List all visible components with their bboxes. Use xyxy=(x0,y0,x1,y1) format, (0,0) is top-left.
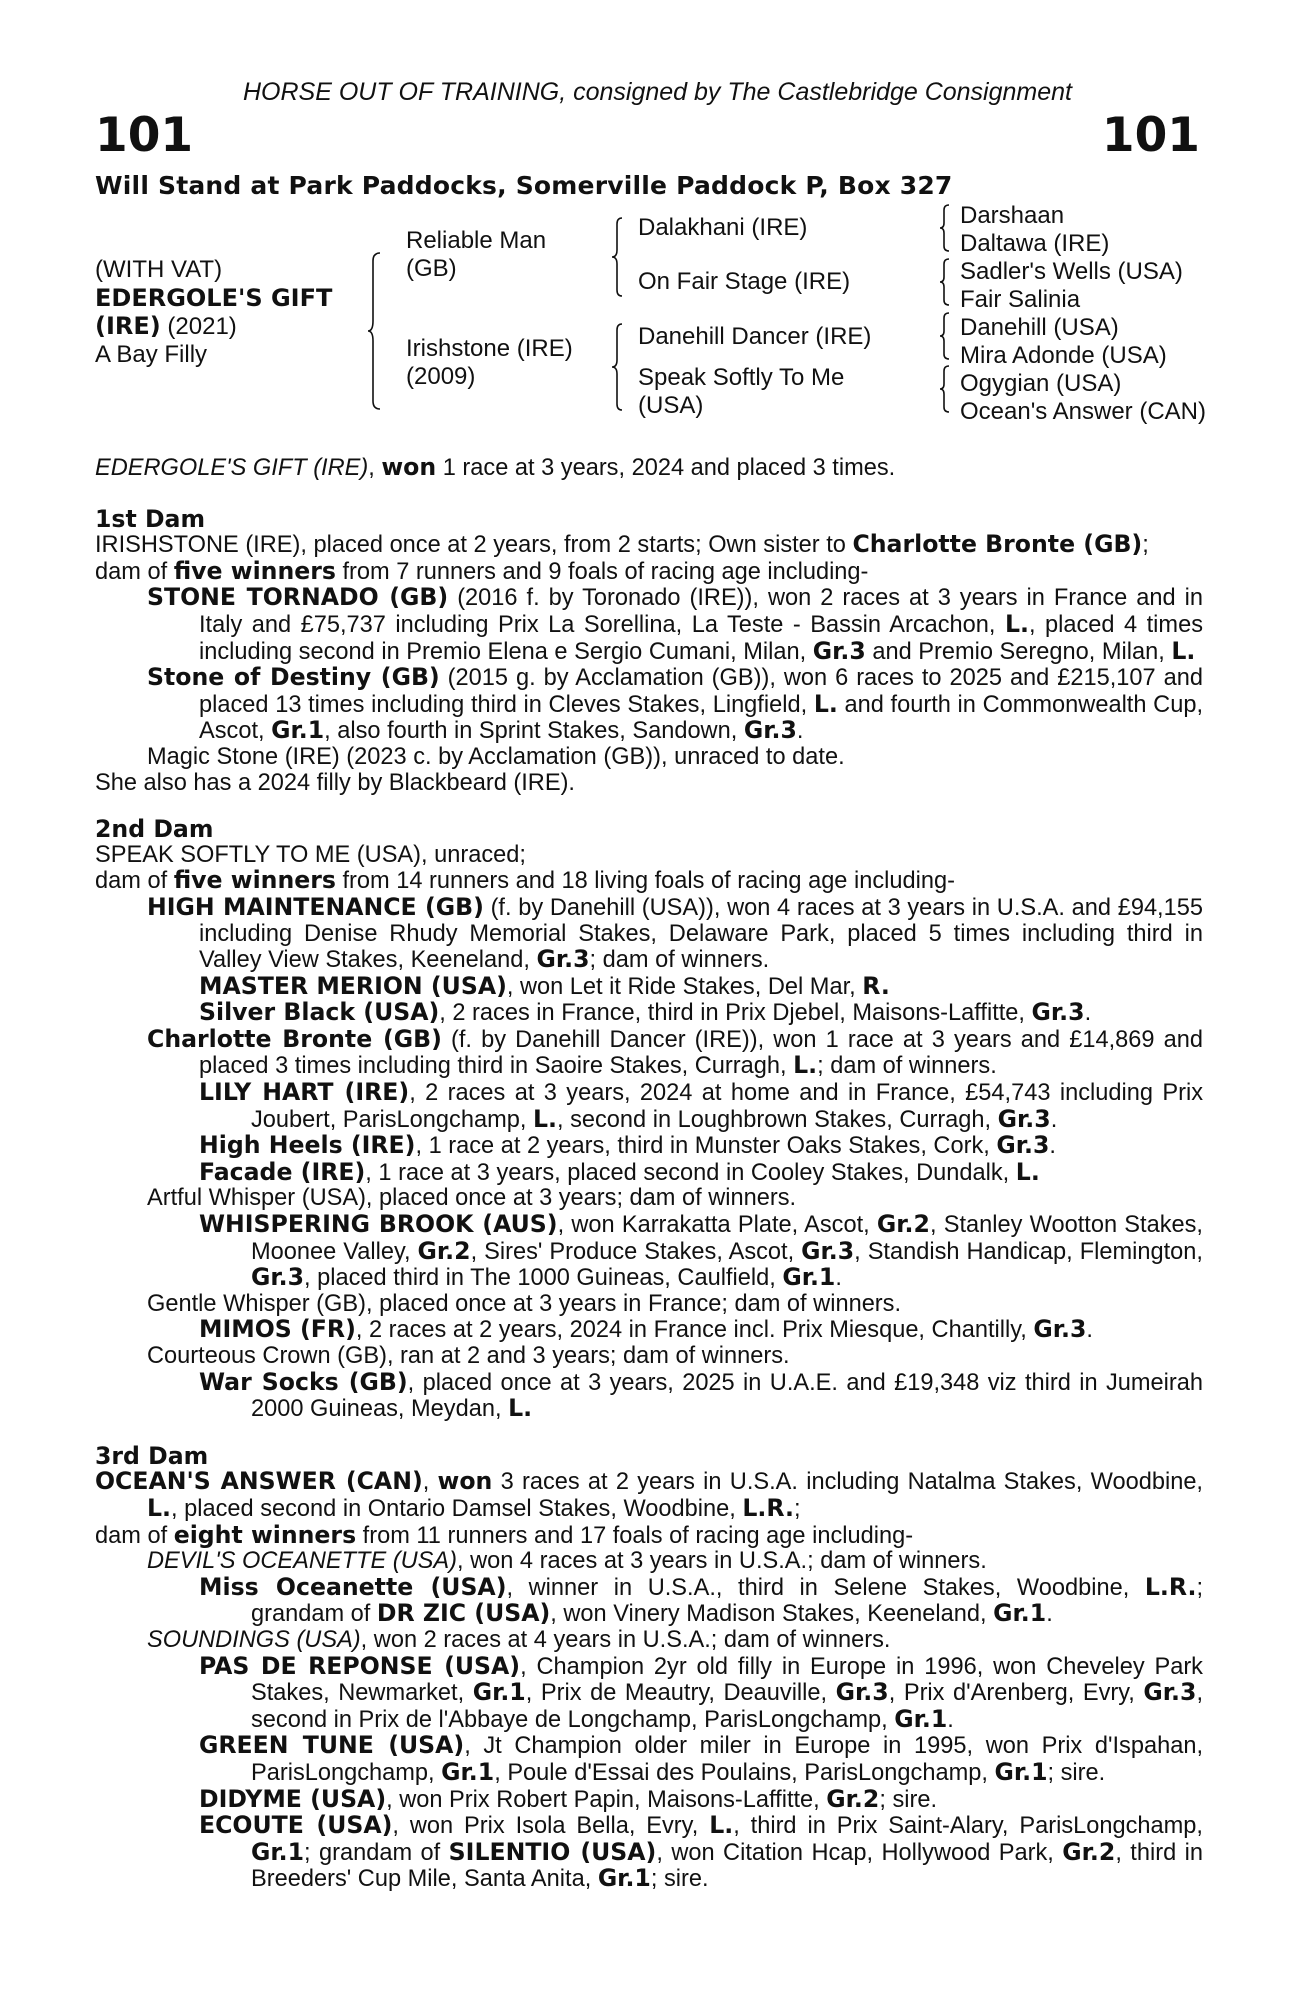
first-dam-line: IRISHSTONE (IRE), placed once at 2 years, from 2 starts; Own sister to Charlotte Bronte (GB); xyxy=(95,530,1149,559)
third-dam-produce-line: dam of eight winners from 11 runners and 17 foals of racing age including- xyxy=(95,1520,914,1549)
brace-g3-1 xyxy=(940,203,954,255)
grand-produce-entry: DIDYME (USA), won Prix Robert Papin, Maisons-Laffitte, Gr.2; sire. xyxy=(199,1784,938,1813)
vat-note: (WITH VAT) xyxy=(95,256,223,283)
produce-entry: DEVIL'S OCEANETTE (USA), won 4 races at 3 years in U.S.A.; dam of winners. xyxy=(147,1548,987,1575)
first-dam-produce-line: dam of five winners from 7 runners and 9 foals of racing age including- xyxy=(95,556,869,585)
produce-entry: SOUNDINGS (USA), won 2 races at 4 years in U.S.A.; dam of winners. xyxy=(147,1626,891,1653)
third-dam-line: OCEAN'S ANSWER (CAN), won 3 races at 2 years in U.S.A. including Natalma Stakes, Woodbine, L., placed second in Ontario Damsel Stakes, Woodbine, L.R.; xyxy=(95,1467,1203,1522)
consignment-line: HORSE OUT OF TRAINING, consigned by The Castlebridge Consignment xyxy=(242,78,1073,106)
second-dam-produce-line: dam of five winners from 14 runners and 18 living foals of racing age including- xyxy=(95,866,955,895)
grand-produce-entry: War Socks (GB), placed once at 3 years, 2025 in U.A.E. and £19,348 viz third in Jumeirah 2000 Guineas, Meydan, L. xyxy=(199,1367,1203,1423)
grand-produce-entry: WHISPERING BROOK (AUS), won Karrakatta Plate, Ascot, Gr.2, Stanley Wootton Stakes, Moonee Valley, Gr.2, Sires' Produce Stakes, Ascot, Gr.3, Standish Handicap, Flemington, Gr.3, placed third in The 1000 Guineas, Caulfield, Gr.1. xyxy=(199,1210,1203,1292)
grand-produce-entry: LILY HART (IRE), 2 races at 3 years, 2024 at home and in France, £54,743 including Prix Joubert, ParisLongchamp, L., second in Loughbrown Stakes, Curragh, Gr.3. xyxy=(199,1078,1203,1133)
produce-entry: Stone of Destiny (GB) (2015 g. by Acclamation (GB)), won 6 races to 2025 and £215,107 and placed 13 times including third in Cleves Stakes, Lingfield, L. and fourth in Commonwealth Cup, Ascot, Gr.1, also fourth in Sprint Stakes, Sandown, Gr.3. xyxy=(147,663,1204,745)
grand-produce-entry: Facade (IRE), 1 race at 3 years, placed second in Cooley Stakes, Dundalk, L. xyxy=(199,1157,1040,1186)
lot-number-right: 101 xyxy=(1101,108,1200,163)
grand-produce-entry: High Heels (IRE), 1 race at 2 years, third in Munster Oaks Stakes, Cork, Gr.3. xyxy=(199,1131,1056,1160)
grand-produce-entry: ECOUTE (USA), won Prix Isola Bella, Evry, L., third in Prix Saint-Alary, ParisLongchamp, Gr.1; grandam of SILENTIO (USA), won Citation Hcap, Hollywood Park, Gr.2, third in Breeders' Cup Mile, Santa Anita, Gr.1; sire. xyxy=(199,1811,1203,1893)
dam-sire: Danehill Dancer (IRE) xyxy=(638,323,872,350)
second-dam-line: SPEAK SOFTLY TO ME (USA), unraced; xyxy=(95,841,526,868)
grand-produce-entry: MIMOS (FR), 2 races at 2 years, 2024 in France incl. Prix Miesque, Chantilly, Gr.3. xyxy=(199,1315,1093,1344)
sire-sire: Dalakhani (IRE) xyxy=(638,214,808,241)
grand-produce-entry: PAS DE REPONSE (USA), Champion 2yr old filly in Europe in 1996, won Cheveley Park Stakes, Newmarket, Gr.1, Prix de Meautry, Deauville, Gr.3, Prix d'Arenberg, Evry, Gr.3, second in Prix de l'Abbaye de Longchamp, ParisLongchamp, Gr.1. xyxy=(199,1651,1204,1733)
horse-description: A Bay Filly xyxy=(95,341,208,368)
grand-produce-entry: GREEN TUNE (USA), Jt Champion older miler in Europe in 1995, won Prix d'Ispahan, ParisLongchamp, Gr.1, Poule d'Essai des Poulains, ParisLongchamp, Gr.1; sire. xyxy=(199,1731,1203,1786)
stabling-location: Will Stand at Park Paddocks, Somerville Paddock P, Box 327 xyxy=(95,171,953,200)
second-dam-heading: 2nd Dam xyxy=(95,815,214,844)
sire: Reliable Man (GB) xyxy=(406,227,547,282)
brace-main xyxy=(368,251,388,411)
grand-produce-entry: Silver Black (USA), 2 races in France, third in Prix Djebel, Maisons-Laffitte, Gr.3. xyxy=(199,998,1092,1027)
brace-dam xyxy=(612,322,628,412)
produce-entry: Charlotte Bronte (GB) (f. by Danehill Dancer (IRE)), won 1 race at 3 years and £14,869 and placed 3 times including third in Saoire Stakes, Curragh, L.; dam of winners. xyxy=(147,1024,1203,1080)
grand-produce-entry: Miss Oceanette (USA), winner in U.S.A., third in Selene Stakes, Woodbine, L.R.; grandam of DR ZIC (USA), won Vinery Madison Stakes, Keeneland, Gr.1. xyxy=(199,1572,1203,1628)
produce-entry: Gentle Whisper (GB), placed once at 3 years in France; dam of winners. xyxy=(147,1290,902,1317)
produce-entry: STONE TORNADO (GB) (2016 f. by Toronado (IRE)), won 2 races at 3 years in France and in Italy and £75,737 including Prix La Sorellina, La Teste - Bassin Arcachon, L., placed 4 times including second in Premio Elena e Sergio Cumani, Milan, Gr.3 and Premio Seregno, Milan, L. xyxy=(147,583,1203,665)
dam-dam: Speak Softly To Me (USA) xyxy=(638,364,845,419)
race-summary: EDERGOLE'S GIFT (IRE), won 1 race at 3 years, 2024 and placed 3 times. xyxy=(95,453,896,481)
brace-g3-2 xyxy=(940,257,954,309)
third-generation: Darshaan Daltawa (IRE) Sadler's Wells (USA) Fair Salinia Danehill (USA) Mira Adonde (USA) Ogygian (USA) Ocean's Answer (CAN) xyxy=(960,202,1206,425)
sire-dam: On Fair Stage (IRE) xyxy=(638,268,851,295)
produce-entry: Artful Whisper (USA), placed once at 3 years; dam of winners. xyxy=(147,1185,797,1212)
brace-g3-4 xyxy=(940,364,954,416)
dam: Irishstone (IRE) (2009) xyxy=(406,335,573,390)
grand-produce-entry: MASTER MERION (USA), won Let it Ride Stakes, Del Mar, R. xyxy=(199,971,890,1000)
lot-number-left: 101 xyxy=(95,108,194,163)
horse-info xyxy=(95,256,332,369)
catalogue-body xyxy=(95,455,1203,1893)
produce-entry: Magic Stone (IRE) (2023 c. by Acclamation (GB)), unraced to date. xyxy=(147,743,845,770)
produce-entry: Courteous Crown (GB), ran at 2 and 3 years; dam of winners. xyxy=(147,1343,790,1369)
brace-sire xyxy=(612,216,628,298)
produce-note: She also has a 2024 filly by Blackbeard (IRE). xyxy=(95,769,575,796)
produce-entry: HIGH MAINTENANCE (GB) (f. by Danehill (USA)), won 4 races at 3 years in U.S.A. and £94,155 including Denise Rhudy Memorial Stakes, Delaware Park, placed 5 times including third in Valley View Stakes, Keeneland, Gr.3; dam of winners. xyxy=(147,892,1203,974)
third-dam-heading: 3rd Dam xyxy=(95,1441,209,1470)
horse-origin-year: (IRE) (2021) xyxy=(95,312,237,340)
brace-g3-3 xyxy=(940,311,954,363)
first-dam-heading: 1st Dam xyxy=(95,504,206,533)
horse-name: EDERGOLE'S GIFT xyxy=(95,284,333,312)
